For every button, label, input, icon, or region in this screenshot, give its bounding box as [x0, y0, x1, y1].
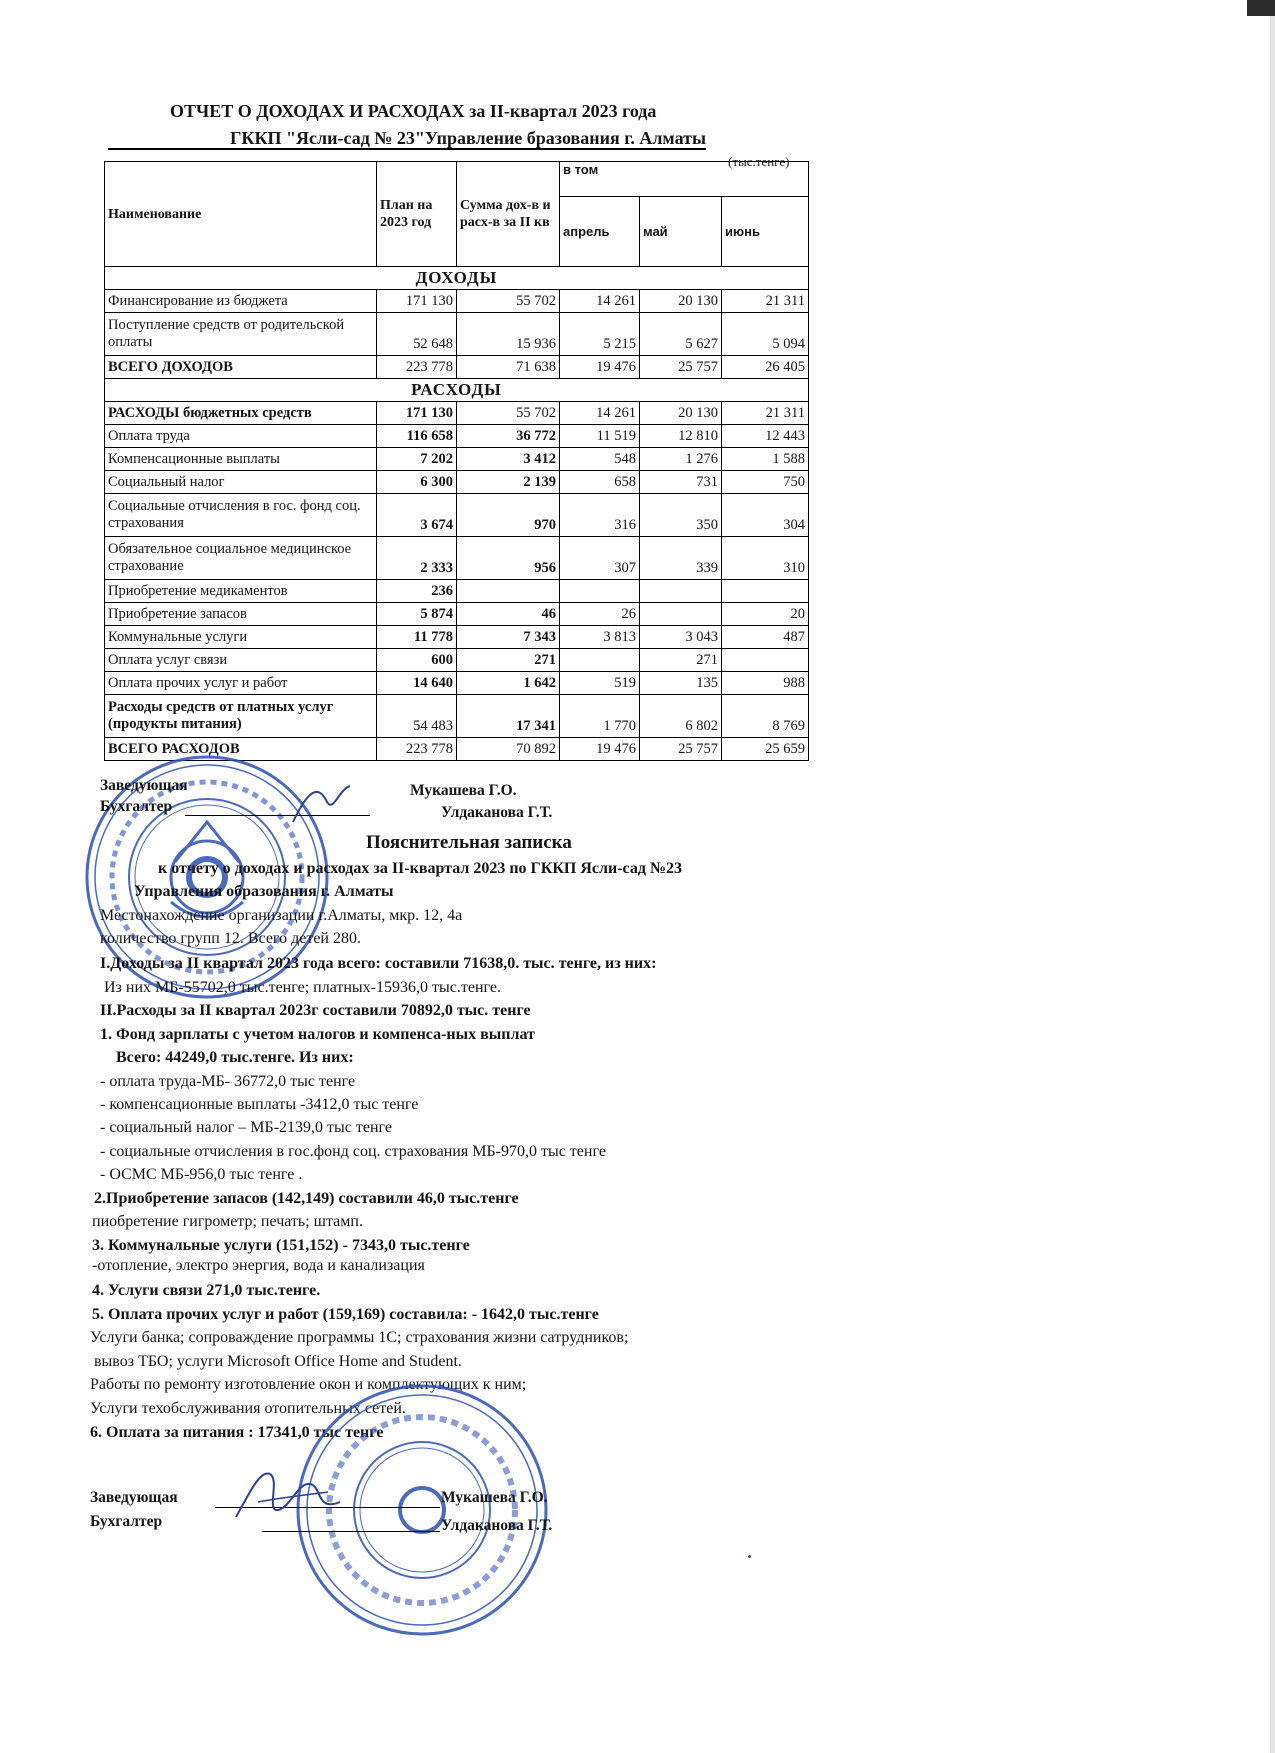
row-name: Приобретение запасов	[105, 603, 377, 626]
row-jun: 21 311	[722, 402, 809, 425]
row-sum: 3 412	[457, 448, 560, 471]
table-row	[105, 448, 809, 471]
bottom-acc-name: Улдаканова Г.Т.	[441, 1517, 553, 1534]
row-may: 25 757	[640, 356, 722, 379]
row-apr: 658	[560, 471, 640, 494]
note-line: количество групп 12. Всего детей 280.	[100, 930, 361, 947]
row-may: 20 130	[640, 402, 722, 425]
note-line: Услуги техобслуживания отопительных сетей.	[90, 1400, 406, 1417]
row-sum: 55 702	[457, 402, 560, 425]
row-apr: 1 770	[560, 695, 640, 738]
row-sum: 71 638	[457, 356, 560, 379]
row-may: 25 757	[640, 738, 722, 761]
note-line: - социальный налог – МБ-2139,0 тыс тенге	[100, 1119, 392, 1136]
row-plan: 171 130	[377, 290, 457, 313]
note-line: - компенсационные выплаты -3412,0 тыс тенге	[100, 1096, 419, 1113]
row-may: 6 802	[640, 695, 722, 738]
row-plan: 7 202	[377, 448, 457, 471]
row-jun: 5 094	[722, 313, 809, 356]
row-name: Социальный налог	[105, 471, 377, 494]
top-head-name: Мукашева Г.О.	[410, 782, 517, 799]
header-name: Наименование	[105, 162, 377, 267]
bottom-head-label: Заведующая	[90, 1489, 178, 1506]
row-plan: 6 300	[377, 471, 457, 494]
bottom-acc-label: Бухгалтер	[90, 1513, 163, 1530]
row-plan: 2 333	[377, 537, 457, 580]
table-row	[105, 356, 809, 379]
row-may: 20 130	[640, 290, 722, 313]
row-jun: 487	[722, 626, 809, 649]
note-line: 1. Фонд зарплаты с учетом налогов и компенса-ных выплат	[100, 1026, 535, 1043]
row-apr: 14 261	[560, 402, 640, 425]
row-sum: 17 341	[457, 695, 560, 738]
header-june: июнь	[722, 197, 809, 267]
row-apr: 519	[560, 672, 640, 695]
note-line: - социальные отчисления в гос.фонд соц. страхования МБ-970,0 тыс тенге	[100, 1143, 606, 1160]
row-sum: 55 702	[457, 290, 560, 313]
note-line: Управления образования г. Алматы	[134, 883, 394, 900]
row-may	[640, 603, 722, 626]
note-line: Всего: 44249,0 тыс.тенге. Из них:	[116, 1049, 354, 1066]
row-sum	[457, 580, 560, 603]
report-title: ОТЧЕТ О ДОХОДАХ И РАСХОДАХ за II-квартал 2023 года	[170, 101, 657, 121]
row-jun	[722, 580, 809, 603]
note-line: II.Расходы за II квартал 2023г составили 70892,0 тыс. тенге	[100, 1002, 531, 1019]
expense-section-title: РАСХОДЫ	[105, 379, 809, 402]
row-jun	[722, 649, 809, 672]
row-name: Социальные отчисления в гос. фонд соц. страхования	[105, 494, 377, 537]
row-jun: 21 311	[722, 290, 809, 313]
row-sum: 36 772	[457, 425, 560, 448]
row-name: Приобретение медикаментов	[105, 580, 377, 603]
bottom-acc-signature-line	[262, 1531, 440, 1532]
note-line: 5. Оплата прочих услуг и работ (159,169) составила: - 1642,0 тыс.тенге	[92, 1306, 599, 1323]
row-name: ВСЕГО ДОХОДОВ	[105, 356, 377, 379]
row-may: 1 276	[640, 448, 722, 471]
note-line: -отопление, электро энергия, вода и канализация	[92, 1257, 425, 1274]
header-plan: План на 2023 год	[377, 162, 457, 267]
row-jun: 310	[722, 537, 809, 580]
table-row	[105, 537, 809, 580]
row-sum: 7 343	[457, 626, 560, 649]
row-jun: 750	[722, 471, 809, 494]
scan-edge-dark	[1247, 0, 1275, 16]
top-acc-name: Улдаканова Г.Т.	[441, 804, 553, 821]
row-name: Финансирование из бюджета	[105, 290, 377, 313]
row-plan: 600	[377, 649, 457, 672]
row-sum: 956	[457, 537, 560, 580]
unit-label: (тыс.тенге)	[728, 154, 790, 169]
row-sum: 46	[457, 603, 560, 626]
note-line: пиобретение гигрометр; печать; штамп.	[92, 1213, 363, 1230]
ink-dot	[748, 1555, 751, 1558]
row-may: 3 043	[640, 626, 722, 649]
row-apr: 19 476	[560, 738, 640, 761]
row-apr: 307	[560, 537, 640, 580]
row-plan: 223 778	[377, 356, 457, 379]
header-april: апрель	[560, 197, 640, 267]
table-row	[105, 313, 809, 356]
row-may: 271	[640, 649, 722, 672]
note-line: Из них МБ-55702,0 тыс.тенге; платных-15936,0 тыс.тенге.	[104, 979, 501, 996]
top-signature	[288, 780, 358, 830]
note-line: 3. Коммунальные услуги (151,152) - 7343,0 тыс.тенге	[92, 1237, 470, 1254]
row-apr: 548	[560, 448, 640, 471]
row-apr	[560, 649, 640, 672]
row-jun: 12 443	[722, 425, 809, 448]
row-sum: 70 892	[457, 738, 560, 761]
row-apr: 26	[560, 603, 640, 626]
row-plan: 3 674	[377, 494, 457, 537]
row-name: Оплата услуг связи	[105, 649, 377, 672]
row-name: Оплата прочих услуг и работ	[105, 672, 377, 695]
table-row	[105, 425, 809, 448]
header-including: в том	[560, 162, 809, 197]
note-line: вывоз ТБО; услуги Microsoft Office Home and Student.	[94, 1353, 462, 1370]
row-name: Оплата труда	[105, 425, 377, 448]
row-name: Поступление средств от родительской оплаты	[105, 313, 377, 356]
top-head-label: Заведующая	[100, 777, 188, 794]
row-apr: 19 476	[560, 356, 640, 379]
note-line: - оплата труда-МБ- 36772,0 тыс тенге	[100, 1073, 356, 1090]
table-row	[105, 695, 809, 738]
note-line: I.Доходы за II квартал 2023 года всего: составили 71638,0. тыс. тенге, из них:	[100, 955, 657, 972]
row-name: ВСЕГО РАСХОДОВ	[105, 738, 377, 761]
row-may: 5 627	[640, 313, 722, 356]
row-name: Расходы средств от платных услуг (продукты питания)	[105, 695, 377, 738]
row-apr: 11 519	[560, 425, 640, 448]
row-plan: 116 658	[377, 425, 457, 448]
row-apr: 5 215	[560, 313, 640, 356]
header-sum: Сумма дох-в и расх-в за II кв	[457, 162, 560, 267]
bottom-signature	[228, 1462, 348, 1527]
note-heading: Пояснительная записка	[366, 832, 572, 853]
expense-section-row	[105, 379, 809, 402]
row-apr	[560, 580, 640, 603]
row-plan: 236	[377, 580, 457, 603]
row-plan: 54 483	[377, 695, 457, 738]
row-sum: 15 936	[457, 313, 560, 356]
note-line: Местонахождение организации г.Алматы, мкр. 12, 4а	[100, 907, 463, 924]
table-header-row	[105, 162, 809, 197]
row-jun: 20	[722, 603, 809, 626]
row-sum: 271	[457, 649, 560, 672]
row-may: 350	[640, 494, 722, 537]
note-line: 2.Приобретение запасов (142,149) составили 46,0 тыс.тенге	[94, 1190, 519, 1207]
header-may: май	[640, 197, 722, 267]
row-apr: 316	[560, 494, 640, 537]
table-row	[105, 494, 809, 537]
row-sum: 970	[457, 494, 560, 537]
table-row	[105, 672, 809, 695]
row-name: Компенсационные выплаты	[105, 448, 377, 471]
row-jun: 25 659	[722, 738, 809, 761]
row-may: 731	[640, 471, 722, 494]
note-line: 6. Оплата за питания : 17341,0 тыс тенге	[90, 1424, 384, 1441]
row-jun: 1 588	[722, 448, 809, 471]
row-plan: 171 130	[377, 402, 457, 425]
table-row	[105, 402, 809, 425]
top-acc-label: Бухгалтер	[100, 798, 173, 815]
note-line: Услуги банка; сопроваждение программы 1С; страхования жизни сатрудников;	[90, 1329, 629, 1346]
row-may: 12 810	[640, 425, 722, 448]
row-plan: 11 778	[377, 626, 457, 649]
row-jun: 988	[722, 672, 809, 695]
row-may: 135	[640, 672, 722, 695]
row-plan: 5 874	[377, 603, 457, 626]
note-line: к отчету о доходах и расходах за II-квартал 2023 по ГККП Ясли-сад №23	[158, 860, 683, 877]
row-plan: 52 648	[377, 313, 457, 356]
row-jun: 26 405	[722, 356, 809, 379]
report-table	[104, 161, 809, 761]
row-name: РАСХОДЫ бюджетных средств	[105, 402, 377, 425]
table-row	[105, 580, 809, 603]
bottom-head-name: Мукашева Г.О.	[441, 1489, 548, 1506]
row-sum: 2 139	[457, 471, 560, 494]
note-line: Работы по ремонту изготовление окон и комплектующих к ним;	[90, 1376, 527, 1393]
note-line: 4. Услуги связи 271,0 тыс.тенге.	[92, 1282, 321, 1299]
table-row	[105, 290, 809, 313]
note-line: - ОСМС МБ-956,0 тыс тенге .	[100, 1166, 303, 1183]
row-plan: 223 778	[377, 738, 457, 761]
table-row	[105, 626, 809, 649]
report-subtitle: ГККП "Ясли-сад № 23"Управление бразования г. Алматы	[108, 128, 706, 150]
row-may	[640, 580, 722, 603]
income-section-row	[105, 267, 809, 290]
row-may: 339	[640, 537, 722, 580]
row-name: Коммунальные услуги	[105, 626, 377, 649]
row-jun: 304	[722, 494, 809, 537]
table-row	[105, 649, 809, 672]
row-sum: 1 642	[457, 672, 560, 695]
table-row	[105, 471, 809, 494]
row-apr: 14 261	[560, 290, 640, 313]
row-apr: 3 813	[560, 626, 640, 649]
table-row	[105, 603, 809, 626]
row-jun: 8 769	[722, 695, 809, 738]
row-name: Обязательное социальное медицинское страхование	[105, 537, 377, 580]
scan-edge	[1270, 16, 1275, 1753]
row-plan: 14 640	[377, 672, 457, 695]
income-section-title: ДОХОДЫ	[105, 267, 809, 290]
